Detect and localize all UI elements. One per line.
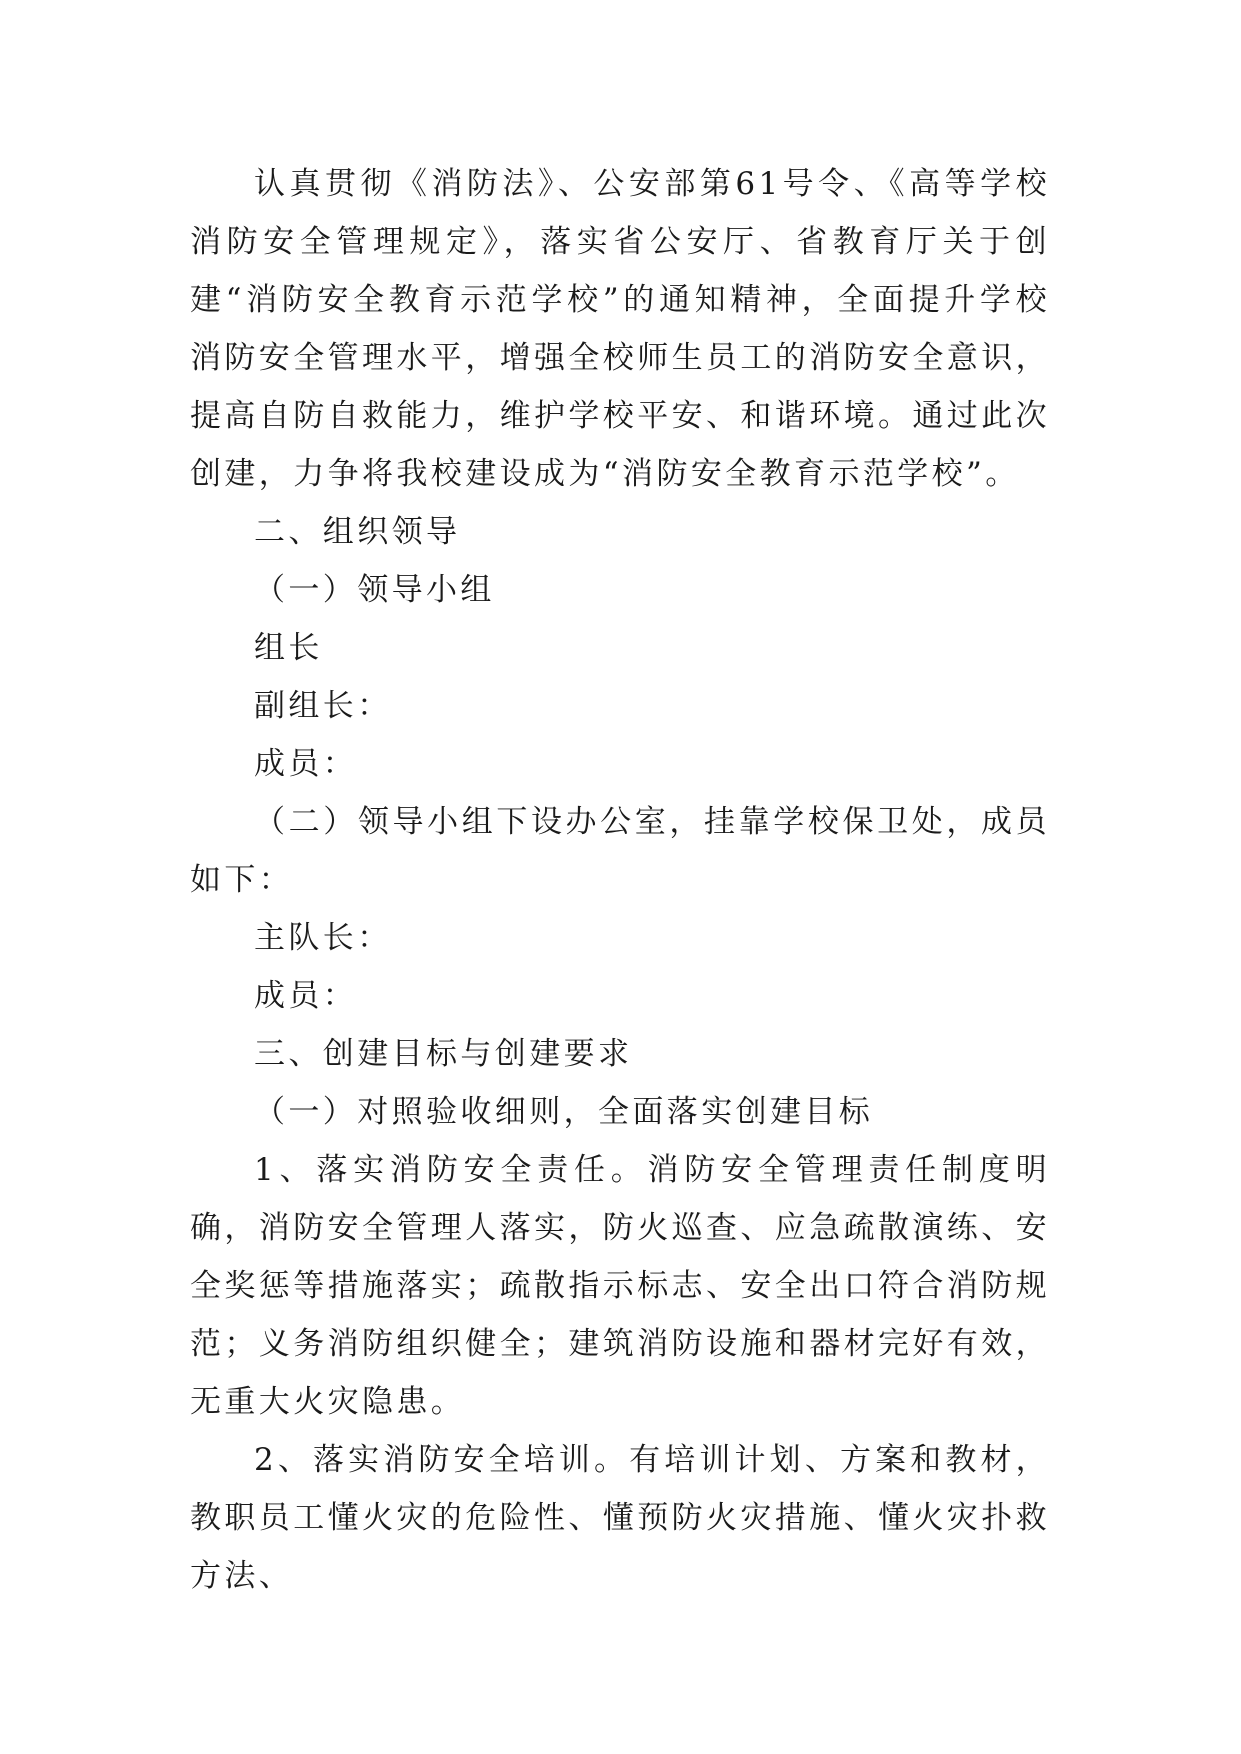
paragraph-members: 成员： (254, 746, 358, 782)
heading-goals-requirements: 三、创建目标与创建要求 (254, 1036, 633, 1072)
paragraph-deputy-leader: 副组长： (254, 688, 392, 724)
paragraph-item-1: 1、落实消防安全责任。消防安全管理责任制度明确，消防安全管理人落实，防火巡查、应急疏散演练、安全奖惩等措施落实；疏散指示标志、安全出口符合消防规范；义务消防组织健全；建筑消防设施和器材完好有效，无重大火灾隐患。 (190, 1152, 1050, 1420)
document-body (190, 155, 1050, 1605)
paragraph-chief-captain: 主队长： (254, 920, 392, 956)
subheading-leading-group: （一）领导小组 (254, 572, 495, 608)
heading-organization-leadership: 二、组织领导 (254, 514, 461, 550)
paragraph-item-2: 2、落实消防安全培训。有培训计划、方案和教材，教职员工懂火灾的危险性、懂预防火灾措施、懂火灾扑救方法、 (190, 1442, 1050, 1594)
paragraph-intro: 认真贯彻《消防法》、公安部第61号令、《高等学校消防安全管理规定》，落实省公安厅、省教育厅关于创建“消防安全教育示范学校”的通知精神，全面提升学校消防安全管理水平，增强全校师生员工的消防安全意识，提高自防自救能力，维护学校平安、和谐环境。通过此次创建，力争将我校建设成为“消防安全教育示范学校”。 (190, 166, 1050, 492)
paragraph-office-members: 成员： (254, 978, 358, 1014)
paragraph-group-leader: 组长 (254, 630, 323, 666)
subheading-office: （二）领导小组下设办公室，挂靠学校保卫处，成员如下： (190, 804, 1050, 898)
subheading-acceptance-rules: （一）对照验收细则，全面落实创建目标 (254, 1094, 874, 1130)
